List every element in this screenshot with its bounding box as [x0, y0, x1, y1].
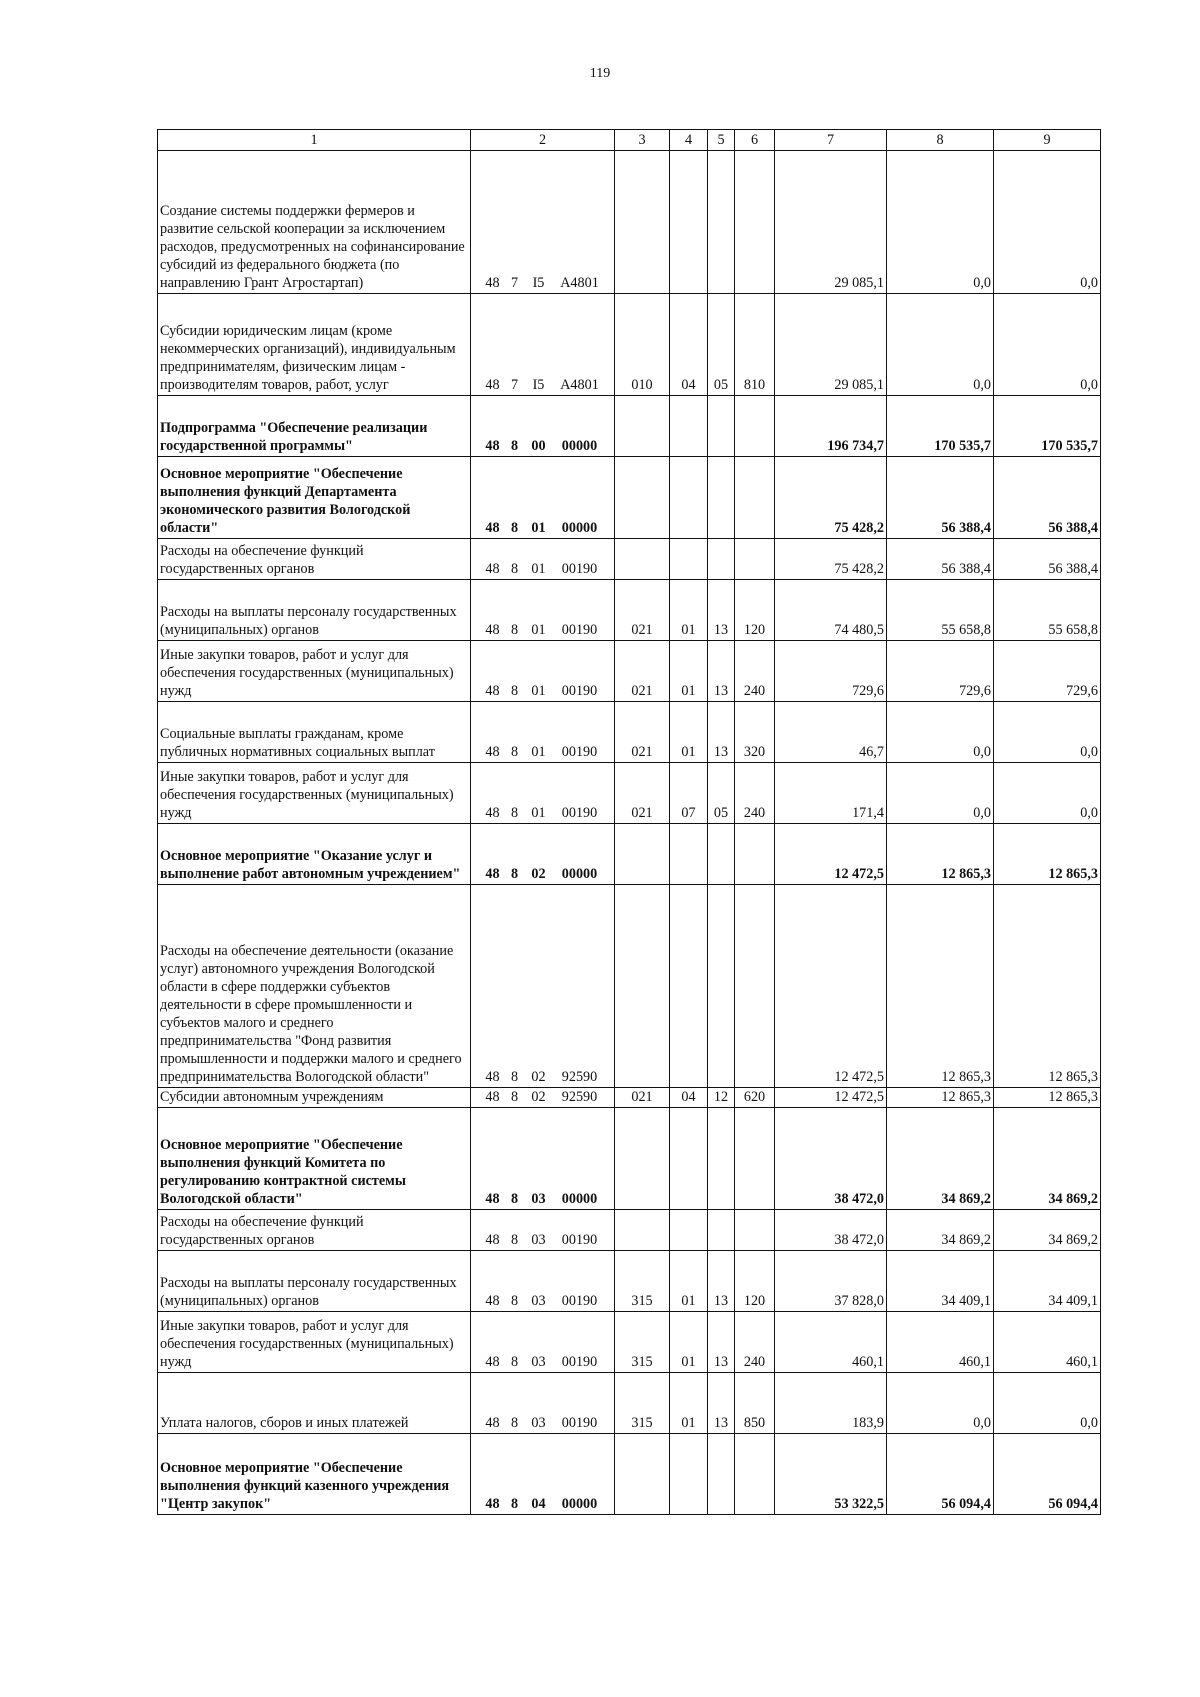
row-c5-cell: 12: [708, 1088, 735, 1108]
code-segment: 92590: [561, 1069, 598, 1085]
code-segment: А4801: [560, 377, 599, 393]
row-v7-cell: 75 428,2: [775, 539, 887, 580]
row-name-cell: Расходы на обеспечение функций государственных органов: [158, 539, 471, 580]
row-c5-cell: [708, 824, 735, 885]
row-code-cell: [471, 151, 615, 294]
row-code-cell: [471, 1251, 615, 1312]
row-name-cell: Иные закупки товаров, работ и услуг для обеспечения государственных (муниципальных) нужд: [158, 763, 471, 824]
code-segment: 8: [510, 683, 519, 699]
row-code-cell: [471, 396, 615, 457]
row-v7-cell: 29 085,1: [775, 151, 887, 294]
row-v9-cell: 56 388,4: [994, 539, 1101, 580]
code-segment: 8: [510, 1496, 519, 1512]
code-segment: 48: [485, 1191, 500, 1207]
code-segment: 00190: [561, 1415, 598, 1431]
row-v9-cell: 12 865,3: [994, 885, 1101, 1088]
code-segment: 8: [510, 1293, 519, 1309]
row-code-cell: [471, 1312, 615, 1373]
code-segment: 7: [510, 275, 519, 291]
code-segment: 8: [510, 1089, 519, 1105]
table-row: [158, 824, 1101, 885]
row-name-cell: Субсидии юридическим лицам (кроме некоммерческих организаций), индивидуальным предпринимателям, физическим лицам - производителям товаров, работ, услуг: [158, 294, 471, 396]
row-name-cell: Расходы на обеспечение деятельности (оказание услуг) автономного учреждения Вологодской области в сфере поддержки субъектов деятельности в сфере промышленности и субъектов малого и среднего предпринимательства "Фонд развития промышленности и поддержки малого и среднего предпринимательства Вологодской области": [158, 885, 471, 1088]
code-segment: 00000: [561, 1191, 598, 1207]
row-v9-cell: 0,0: [994, 151, 1101, 294]
code-segment: 8: [510, 438, 519, 454]
code-segment: 8: [510, 1354, 519, 1370]
row-name-cell: Иные закупки товаров, работ и услуг для обеспечения государственных (муниципальных) нужд: [158, 641, 471, 702]
code-segment: 00: [531, 438, 546, 454]
row-v7-cell: 29 085,1: [775, 294, 887, 396]
code-segment: 00000: [561, 1496, 598, 1512]
row-c5-cell: [708, 1210, 735, 1251]
table-row: [158, 1251, 1101, 1312]
row-code-cell: [471, 1373, 615, 1434]
row-code-cell: [471, 539, 615, 580]
code-segment: 00190: [561, 622, 598, 638]
code-segment: 8: [510, 1232, 519, 1248]
header-cell: 6: [735, 130, 775, 151]
row-name-cell: Расходы на обеспечение функций государственных органов: [158, 1210, 471, 1251]
row-v9-cell: 56 094,4: [994, 1434, 1101, 1515]
row-c6-cell: 120: [735, 580, 775, 641]
code-segment: 00190: [561, 561, 598, 577]
row-c3-cell: 021: [615, 702, 670, 763]
table-row: [158, 1210, 1101, 1251]
row-c4-cell: 07: [670, 763, 708, 824]
row-c4-cell: 01: [670, 1373, 708, 1434]
header-cell: 5: [708, 130, 735, 151]
code-segment: 8: [510, 520, 519, 536]
row-c3-cell: 021: [615, 580, 670, 641]
code-segment: 00000: [561, 520, 598, 536]
row-v8-cell: 0,0: [887, 151, 994, 294]
row-c4-cell: [670, 1108, 708, 1210]
code-segment: 48: [485, 1293, 500, 1309]
row-c4-cell: 01: [670, 641, 708, 702]
row-c6-cell: [735, 151, 775, 294]
header-cell: 9: [994, 130, 1101, 151]
row-v7-cell: 460,1: [775, 1312, 887, 1373]
row-v7-cell: 183,9: [775, 1373, 887, 1434]
row-v8-cell: 56 388,4: [887, 457, 994, 539]
row-v7-cell: 12 472,5: [775, 824, 887, 885]
header-cell: 2: [471, 130, 615, 151]
row-c5-cell: [708, 151, 735, 294]
code-segment: 00190: [561, 683, 598, 699]
row-c6-cell: 620: [735, 1088, 775, 1108]
row-c6-cell: 240: [735, 1312, 775, 1373]
code-segment: 7: [510, 377, 519, 393]
row-c5-cell: 05: [708, 294, 735, 396]
row-c6-cell: 320: [735, 702, 775, 763]
code-segment: 04: [531, 1496, 546, 1512]
table-row: [158, 1312, 1101, 1373]
row-c6-cell: [735, 885, 775, 1088]
row-v9-cell: 0,0: [994, 702, 1101, 763]
row-name-cell: Иные закупки товаров, работ и услуг для обеспечения государственных (муниципальных) нужд: [158, 1312, 471, 1373]
header-cell: 7: [775, 130, 887, 151]
row-v7-cell: 53 322,5: [775, 1434, 887, 1515]
table-row: [158, 885, 1101, 1088]
code-segment: 03: [531, 1293, 546, 1309]
row-v8-cell: 34 409,1: [887, 1251, 994, 1312]
row-v7-cell: 75 428,2: [775, 457, 887, 539]
row-c4-cell: [670, 396, 708, 457]
row-v9-cell: 12 865,3: [994, 824, 1101, 885]
row-code-cell: [471, 294, 615, 396]
row-c5-cell: 13: [708, 580, 735, 641]
code-segment: 48: [485, 1232, 500, 1248]
code-segment: 8: [510, 866, 519, 882]
row-name-cell: Основное мероприятие "Оказание услуг и выполнение работ автономным учреждением": [158, 824, 471, 885]
row-c3-cell: [615, 824, 670, 885]
row-c3-cell: 315: [615, 1312, 670, 1373]
code-segment: 48: [485, 744, 500, 760]
row-c3-cell: 021: [615, 641, 670, 702]
row-v8-cell: 170 535,7: [887, 396, 994, 457]
row-c5-cell: 13: [708, 641, 735, 702]
row-name-cell: Основное мероприятие "Обеспечение выполнения функций Комитета по регулированию контрактной системы Вологодской области": [158, 1108, 471, 1210]
row-v9-cell: 0,0: [994, 763, 1101, 824]
row-c4-cell: 01: [670, 702, 708, 763]
row-v8-cell: 12 865,3: [887, 1088, 994, 1108]
row-c3-cell: 021: [615, 1088, 670, 1108]
row-code-cell: [471, 885, 615, 1088]
table-row: [158, 1108, 1101, 1210]
row-v8-cell: 56 388,4: [887, 539, 994, 580]
row-v7-cell: 729,6: [775, 641, 887, 702]
row-c6-cell: 240: [735, 763, 775, 824]
row-code-cell: [471, 641, 615, 702]
row-c3-cell: [615, 396, 670, 457]
row-c6-cell: [735, 1210, 775, 1251]
code-segment: 8: [510, 1191, 519, 1207]
header-cell: 4: [670, 130, 708, 151]
code-segment: 02: [531, 866, 546, 882]
row-c3-cell: 021: [615, 763, 670, 824]
code-segment: 8: [510, 744, 519, 760]
row-code-cell: [471, 824, 615, 885]
row-name-cell: Создание системы поддержки фермеров и развитие сельской кооперации за исключением расходов, предусмотренных на софинансирование субсидий из федерального бюджета (по направлению Грант Агростартап): [158, 151, 471, 294]
code-segment: 01: [531, 744, 546, 760]
code-segment: 01: [531, 805, 546, 821]
row-code-cell: [471, 1088, 615, 1108]
code-segment: 8: [510, 561, 519, 577]
code-segment: 48: [485, 1089, 500, 1105]
code-segment: 00000: [561, 438, 598, 454]
row-v7-cell: 38 472,0: [775, 1210, 887, 1251]
code-segment: 48: [485, 805, 500, 821]
code-segment: 48: [485, 520, 500, 536]
row-c3-cell: 315: [615, 1373, 670, 1434]
row-v9-cell: 34 409,1: [994, 1251, 1101, 1312]
row-c5-cell: [708, 396, 735, 457]
row-code-cell: [471, 457, 615, 539]
row-v8-cell: 12 865,3: [887, 885, 994, 1088]
row-name-cell: Социальные выплаты гражданам, кроме публичных нормативных социальных выплат: [158, 702, 471, 763]
code-segment: 01: [531, 683, 546, 699]
header-cell: 1: [158, 130, 471, 151]
row-c3-cell: [615, 1108, 670, 1210]
code-segment: 01: [531, 622, 546, 638]
row-c4-cell: 01: [670, 1312, 708, 1373]
table-row: [158, 457, 1101, 539]
row-c5-cell: 13: [708, 1373, 735, 1434]
row-name-cell: Уплата налогов, сборов и иных платежей: [158, 1373, 471, 1434]
code-segment: 02: [531, 1069, 546, 1085]
code-segment: 8: [510, 805, 519, 821]
code-segment: 03: [531, 1232, 546, 1248]
row-c6-cell: 810: [735, 294, 775, 396]
row-v9-cell: 34 869,2: [994, 1108, 1101, 1210]
row-v8-cell: 34 869,2: [887, 1108, 994, 1210]
row-v7-cell: 37 828,0: [775, 1251, 887, 1312]
row-v8-cell: 460,1: [887, 1312, 994, 1373]
row-code-cell: [471, 580, 615, 641]
row-v7-cell: 46,7: [775, 702, 887, 763]
table-row: [158, 580, 1101, 641]
row-code-cell: [471, 1434, 615, 1515]
code-segment: 48: [485, 438, 500, 454]
row-code-cell: [471, 1108, 615, 1210]
row-v8-cell: 0,0: [887, 294, 994, 396]
table-row: [158, 539, 1101, 580]
page-number: 119: [589, 66, 611, 81]
row-c5-cell: 13: [708, 702, 735, 763]
row-v9-cell: 460,1: [994, 1312, 1101, 1373]
code-segment: 01: [531, 520, 546, 536]
row-v8-cell: 729,6: [887, 641, 994, 702]
row-c6-cell: [735, 1434, 775, 1515]
row-c5-cell: [708, 539, 735, 580]
table-row: [158, 294, 1101, 396]
row-c3-cell: [615, 1210, 670, 1251]
code-segment: 48: [485, 275, 500, 291]
row-c5-cell: [708, 1108, 735, 1210]
row-c6-cell: [735, 457, 775, 539]
row-v9-cell: 729,6: [994, 641, 1101, 702]
code-segment: 03: [531, 1354, 546, 1370]
row-v7-cell: 171,4: [775, 763, 887, 824]
code-segment: 48: [485, 1069, 500, 1085]
row-c5-cell: 05: [708, 763, 735, 824]
row-name-cell: Основное мероприятие "Обеспечение выполнения функций казенного учреждения "Центр закупок": [158, 1434, 471, 1515]
code-segment: 48: [485, 1496, 500, 1512]
row-code-cell: [471, 763, 615, 824]
row-c3-cell: 315: [615, 1251, 670, 1312]
row-v9-cell: 34 869,2: [994, 1210, 1101, 1251]
code-segment: 48: [485, 377, 500, 393]
code-segment: 48: [485, 683, 500, 699]
code-segment: 00190: [561, 1293, 598, 1309]
code-segment: 8: [510, 1415, 519, 1431]
row-v8-cell: 56 094,4: [887, 1434, 994, 1515]
row-c4-cell: [670, 539, 708, 580]
row-c6-cell: 120: [735, 1251, 775, 1312]
row-v7-cell: 12 472,5: [775, 885, 887, 1088]
row-v9-cell: 55 658,8: [994, 580, 1101, 641]
row-c6-cell: [735, 1108, 775, 1210]
table-row: [158, 151, 1101, 294]
table-header-row: [158, 130, 1101, 151]
code-segment: 00190: [561, 805, 598, 821]
row-c4-cell: 01: [670, 580, 708, 641]
table-row: [158, 763, 1101, 824]
code-segment: 01: [531, 561, 546, 577]
code-segment: 48: [485, 622, 500, 638]
row-c3-cell: [615, 457, 670, 539]
row-name-cell: Основное мероприятие "Обеспечение выполнения функций Департамента экономического развития Вологодской области": [158, 457, 471, 539]
row-v9-cell: 0,0: [994, 1373, 1101, 1434]
row-c6-cell: 850: [735, 1373, 775, 1434]
row-c4-cell: [670, 885, 708, 1088]
row-c4-cell: [670, 824, 708, 885]
code-segment: 8: [510, 1069, 519, 1085]
row-v8-cell: 55 658,8: [887, 580, 994, 641]
row-v9-cell: 170 535,7: [994, 396, 1101, 457]
code-segment: 48: [485, 866, 500, 882]
row-v8-cell: 12 865,3: [887, 824, 994, 885]
row-c3-cell: 010: [615, 294, 670, 396]
table-row: [158, 1088, 1101, 1108]
code-segment: 03: [531, 1191, 546, 1207]
row-c6-cell: [735, 824, 775, 885]
code-segment: 00190: [561, 1232, 598, 1248]
row-c3-cell: [615, 885, 670, 1088]
code-segment: 03: [531, 1415, 546, 1431]
table-row: [158, 702, 1101, 763]
row-c4-cell: 04: [670, 1088, 708, 1108]
code-segment: 92590: [561, 1089, 598, 1105]
row-v9-cell: 12 865,3: [994, 1088, 1101, 1108]
row-c3-cell: [615, 539, 670, 580]
header-cell: 8: [887, 130, 994, 151]
row-name-cell: Подпрограмма "Обеспечение реализации государственной программы": [158, 396, 471, 457]
code-segment: 00000: [561, 866, 598, 882]
row-v8-cell: 0,0: [887, 702, 994, 763]
row-c4-cell: 01: [670, 1251, 708, 1312]
row-c5-cell: [708, 457, 735, 539]
header-cell: 3: [615, 130, 670, 151]
budget-table: [157, 129, 1101, 1515]
row-c6-cell: [735, 539, 775, 580]
row-v8-cell: 34 869,2: [887, 1210, 994, 1251]
row-v8-cell: 0,0: [887, 763, 994, 824]
row-c5-cell: [708, 885, 735, 1088]
row-c5-cell: 13: [708, 1251, 735, 1312]
table-row: [158, 1373, 1101, 1434]
row-c4-cell: [670, 1434, 708, 1515]
row-v9-cell: 0,0: [994, 294, 1101, 396]
row-v7-cell: 12 472,5: [775, 1088, 887, 1108]
row-name-cell: Субсидии автономным учреждениям: [158, 1088, 471, 1108]
row-v7-cell: 196 734,7: [775, 396, 887, 457]
code-segment: 8: [510, 622, 519, 638]
code-segment: I5: [532, 377, 545, 393]
row-code-cell: [471, 1210, 615, 1251]
row-c5-cell: 13: [708, 1312, 735, 1373]
table-row: [158, 396, 1101, 457]
row-c6-cell: [735, 396, 775, 457]
table-row: [158, 1434, 1101, 1515]
row-name-cell: Расходы на выплаты персоналу государственных (муниципальных) органов: [158, 1251, 471, 1312]
code-segment: 48: [485, 1354, 500, 1370]
code-segment: 00190: [561, 744, 598, 760]
row-v7-cell: 38 472,0: [775, 1108, 887, 1210]
row-c4-cell: [670, 151, 708, 294]
row-v8-cell: 0,0: [887, 1373, 994, 1434]
row-v7-cell: 74 480,5: [775, 580, 887, 641]
table-row: [158, 641, 1101, 702]
row-v9-cell: 56 388,4: [994, 457, 1101, 539]
row-c4-cell: [670, 1210, 708, 1251]
row-c4-cell: [670, 457, 708, 539]
code-segment: 48: [485, 561, 500, 577]
code-segment: А4801: [560, 275, 599, 291]
row-c5-cell: [708, 1434, 735, 1515]
row-c3-cell: [615, 1434, 670, 1515]
row-c3-cell: [615, 151, 670, 294]
code-segment: I5: [532, 275, 545, 291]
code-segment: 48: [485, 1415, 500, 1431]
code-segment: 02: [531, 1089, 546, 1105]
row-c6-cell: 240: [735, 641, 775, 702]
code-segment: 00190: [561, 1354, 598, 1370]
row-c4-cell: 04: [670, 294, 708, 396]
row-code-cell: [471, 702, 615, 763]
row-name-cell: Расходы на выплаты персоналу государственных (муниципальных) органов: [158, 580, 471, 641]
